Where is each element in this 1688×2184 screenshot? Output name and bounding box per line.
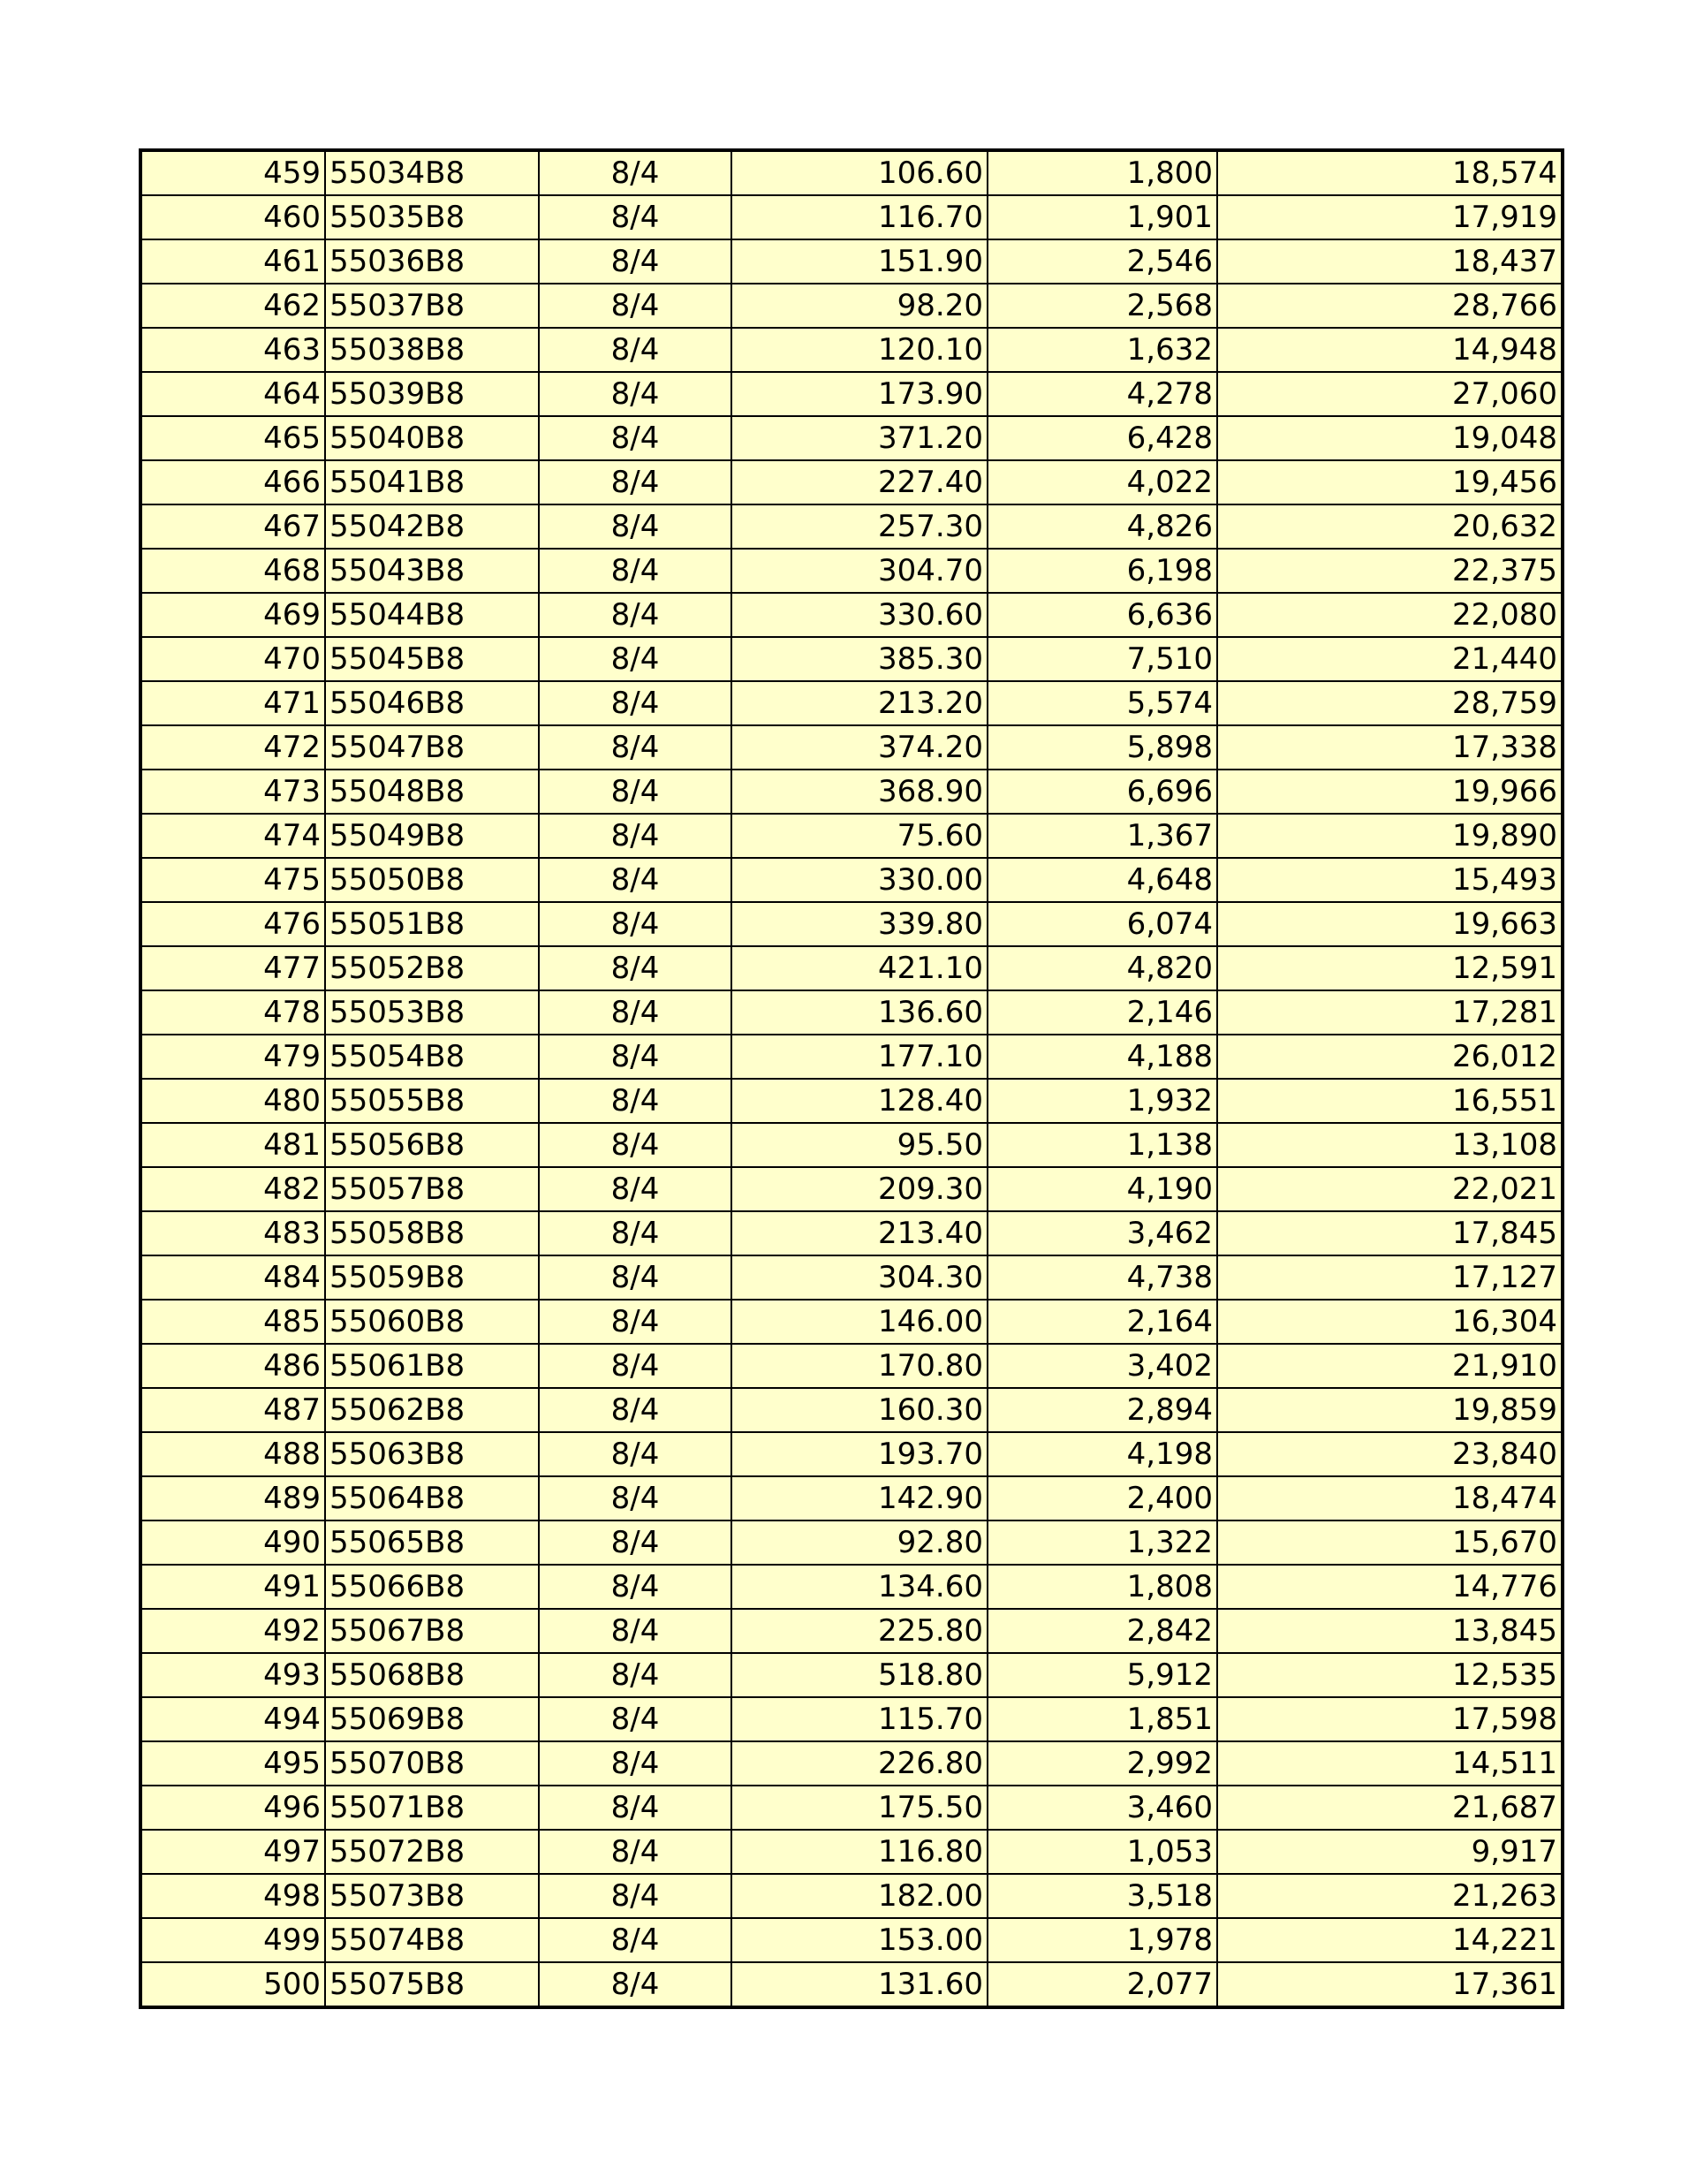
value-b-cell: 1,932 [988, 1079, 1217, 1123]
thickness-cell: 8/4 [539, 150, 731, 195]
row-number-cell: 487 [140, 1388, 325, 1432]
value-a-cell: 330.60 [731, 593, 988, 637]
table-row [140, 681, 1563, 725]
item-code-cell: 55035B8 [325, 195, 539, 239]
value-a-cell: 173.90 [731, 372, 988, 416]
value-a-cell: 225.80 [731, 1609, 988, 1653]
row-number-cell: 470 [140, 637, 325, 681]
value-c-cell: 28,759 [1217, 681, 1563, 725]
value-b-cell: 2,546 [988, 239, 1217, 284]
item-code-cell: 55073B8 [325, 1874, 539, 1918]
value-c-cell: 9,917 [1217, 1830, 1563, 1874]
thickness-cell: 8/4 [539, 1255, 731, 1300]
table-row [140, 1962, 1563, 2007]
thickness-cell: 8/4 [539, 1388, 731, 1432]
item-code-cell: 55046B8 [325, 681, 539, 725]
value-c-cell: 12,591 [1217, 946, 1563, 990]
table-row [140, 1388, 1563, 1432]
item-code-cell: 55061B8 [325, 1344, 539, 1388]
value-a-cell: 227.40 [731, 460, 988, 504]
row-number-cell: 486 [140, 1344, 325, 1388]
item-code-cell: 55057B8 [325, 1167, 539, 1211]
value-b-cell: 2,077 [988, 1962, 1217, 2007]
value-b-cell: 4,198 [988, 1432, 1217, 1476]
thickness-cell: 8/4 [539, 1874, 731, 1918]
value-c-cell: 14,221 [1217, 1918, 1563, 1962]
value-b-cell: 5,574 [988, 681, 1217, 725]
row-number-cell: 496 [140, 1786, 325, 1830]
value-c-cell: 22,021 [1217, 1167, 1563, 1211]
value-a-cell: 151.90 [731, 239, 988, 284]
thickness-cell: 8/4 [539, 549, 731, 593]
value-c-cell: 22,375 [1217, 549, 1563, 593]
value-b-cell: 4,826 [988, 504, 1217, 549]
thickness-cell: 8/4 [539, 770, 731, 814]
value-b-cell: 4,022 [988, 460, 1217, 504]
value-a-cell: 213.40 [731, 1211, 988, 1255]
value-a-cell: 160.30 [731, 1388, 988, 1432]
table-row [140, 637, 1563, 681]
row-number-cell: 484 [140, 1255, 325, 1300]
row-number-cell: 499 [140, 1918, 325, 1962]
value-a-cell: 142.90 [731, 1476, 988, 1520]
thickness-cell: 8/4 [539, 460, 731, 504]
table-row [140, 460, 1563, 504]
table-row [140, 946, 1563, 990]
item-code-cell: 55036B8 [325, 239, 539, 284]
value-c-cell: 13,845 [1217, 1609, 1563, 1653]
table-row [140, 1123, 1563, 1167]
table-row [140, 1476, 1563, 1520]
row-number-cell: 482 [140, 1167, 325, 1211]
value-c-cell: 19,859 [1217, 1388, 1563, 1432]
value-b-cell: 3,460 [988, 1786, 1217, 1830]
thickness-cell: 8/4 [539, 1697, 731, 1741]
item-code-cell: 55049B8 [325, 814, 539, 858]
item-code-cell: 55066B8 [325, 1565, 539, 1609]
row-number-cell: 463 [140, 328, 325, 372]
value-c-cell: 22,080 [1217, 593, 1563, 637]
item-code-cell: 55071B8 [325, 1786, 539, 1830]
row-number-cell: 485 [140, 1300, 325, 1344]
value-b-cell: 1,978 [988, 1918, 1217, 1962]
item-code-cell: 55048B8 [325, 770, 539, 814]
value-a-cell: 385.30 [731, 637, 988, 681]
table-row [140, 549, 1563, 593]
thickness-cell: 8/4 [539, 858, 731, 902]
item-code-cell: 55038B8 [325, 328, 539, 372]
item-code-cell: 55065B8 [325, 1520, 539, 1565]
table-row [140, 725, 1563, 770]
value-a-cell: 75.60 [731, 814, 988, 858]
value-c-cell: 17,361 [1217, 1962, 1563, 2007]
value-c-cell: 20,632 [1217, 504, 1563, 549]
value-b-cell: 5,912 [988, 1653, 1217, 1697]
thickness-cell: 8/4 [539, 1653, 731, 1697]
thickness-cell: 8/4 [539, 1520, 731, 1565]
value-c-cell: 21,440 [1217, 637, 1563, 681]
value-b-cell: 4,190 [988, 1167, 1217, 1211]
table-row [140, 1211, 1563, 1255]
thickness-cell: 8/4 [539, 1079, 731, 1123]
value-b-cell: 3,518 [988, 1874, 1217, 1918]
row-number-cell: 461 [140, 239, 325, 284]
row-number-cell: 493 [140, 1653, 325, 1697]
item-code-cell: 55059B8 [325, 1255, 539, 1300]
value-a-cell: 92.80 [731, 1520, 988, 1565]
value-c-cell: 27,060 [1217, 372, 1563, 416]
value-c-cell: 28,766 [1217, 284, 1563, 328]
item-code-cell: 55062B8 [325, 1388, 539, 1432]
value-b-cell: 1,632 [988, 328, 1217, 372]
table-row [140, 1520, 1563, 1565]
thickness-cell: 8/4 [539, 725, 731, 770]
value-c-cell: 19,890 [1217, 814, 1563, 858]
table-row [140, 416, 1563, 460]
value-a-cell: 304.70 [731, 549, 988, 593]
thickness-cell: 8/4 [539, 328, 731, 372]
row-number-cell: 462 [140, 284, 325, 328]
value-a-cell: 371.20 [731, 416, 988, 460]
value-c-cell: 19,966 [1217, 770, 1563, 814]
thickness-cell: 8/4 [539, 1786, 731, 1830]
value-b-cell: 2,842 [988, 1609, 1217, 1653]
item-code-cell: 55053B8 [325, 990, 539, 1035]
value-b-cell: 4,278 [988, 372, 1217, 416]
value-a-cell: 175.50 [731, 1786, 988, 1830]
thickness-cell: 8/4 [539, 814, 731, 858]
row-number-cell: 469 [140, 593, 325, 637]
item-code-cell: 55050B8 [325, 858, 539, 902]
value-c-cell: 14,511 [1217, 1741, 1563, 1786]
table-row [140, 990, 1563, 1035]
row-number-cell: 490 [140, 1520, 325, 1565]
value-b-cell: 4,188 [988, 1035, 1217, 1079]
item-code-cell: 55043B8 [325, 549, 539, 593]
value-c-cell: 13,108 [1217, 1123, 1563, 1167]
table-row [140, 1167, 1563, 1211]
value-b-cell: 4,738 [988, 1255, 1217, 1300]
table-row [140, 1255, 1563, 1300]
value-b-cell: 5,898 [988, 725, 1217, 770]
thickness-cell: 8/4 [539, 1211, 731, 1255]
value-c-cell: 18,574 [1217, 150, 1563, 195]
table-row [140, 1079, 1563, 1123]
value-c-cell: 19,456 [1217, 460, 1563, 504]
table-row [140, 328, 1563, 372]
value-c-cell: 16,304 [1217, 1300, 1563, 1344]
table-row [140, 1035, 1563, 1079]
value-c-cell: 23,840 [1217, 1432, 1563, 1476]
value-b-cell: 2,400 [988, 1476, 1217, 1520]
item-code-cell: 55069B8 [325, 1697, 539, 1741]
table-row [140, 1697, 1563, 1741]
item-code-cell: 55040B8 [325, 416, 539, 460]
item-code-cell: 55039B8 [325, 372, 539, 416]
table-row [140, 593, 1563, 637]
item-code-cell: 55052B8 [325, 946, 539, 990]
value-b-cell: 1,901 [988, 195, 1217, 239]
row-number-cell: 477 [140, 946, 325, 990]
item-code-cell: 55045B8 [325, 637, 539, 681]
table-row [140, 504, 1563, 549]
row-number-cell: 468 [140, 549, 325, 593]
value-b-cell: 1,851 [988, 1697, 1217, 1741]
item-code-cell: 55067B8 [325, 1609, 539, 1653]
thickness-cell: 8/4 [539, 593, 731, 637]
value-a-cell: 146.00 [731, 1300, 988, 1344]
row-number-cell: 494 [140, 1697, 325, 1741]
value-b-cell: 6,636 [988, 593, 1217, 637]
table-row [140, 1830, 1563, 1874]
row-number-cell: 467 [140, 504, 325, 549]
table-row [140, 1565, 1563, 1609]
value-a-cell: 374.20 [731, 725, 988, 770]
value-b-cell: 2,568 [988, 284, 1217, 328]
row-number-cell: 491 [140, 1565, 325, 1609]
table-row [140, 1609, 1563, 1653]
item-code-cell: 55075B8 [325, 1962, 539, 2007]
thickness-cell: 8/4 [539, 1918, 731, 1962]
table-row [140, 770, 1563, 814]
item-code-cell: 55041B8 [325, 460, 539, 504]
item-code-cell: 55034B8 [325, 150, 539, 195]
thickness-cell: 8/4 [539, 1741, 731, 1786]
value-a-cell: 368.90 [731, 770, 988, 814]
table-row [140, 902, 1563, 946]
thickness-cell: 8/4 [539, 990, 731, 1035]
value-b-cell: 1,808 [988, 1565, 1217, 1609]
row-number-cell: 488 [140, 1432, 325, 1476]
row-number-cell: 476 [140, 902, 325, 946]
value-a-cell: 193.70 [731, 1432, 988, 1476]
value-a-cell: 136.60 [731, 990, 988, 1035]
value-b-cell: 1,800 [988, 150, 1217, 195]
value-b-cell: 1,053 [988, 1830, 1217, 1874]
item-code-cell: 55063B8 [325, 1432, 539, 1476]
value-b-cell: 1,367 [988, 814, 1217, 858]
value-c-cell: 21,687 [1217, 1786, 1563, 1830]
data-table [139, 148, 1564, 2009]
value-b-cell: 6,198 [988, 549, 1217, 593]
table-row [140, 1874, 1563, 1918]
value-a-cell: 330.00 [731, 858, 988, 902]
value-c-cell: 17,845 [1217, 1211, 1563, 1255]
item-code-cell: 55072B8 [325, 1830, 539, 1874]
value-c-cell: 21,263 [1217, 1874, 1563, 1918]
value-c-cell: 12,535 [1217, 1653, 1563, 1697]
value-c-cell: 19,048 [1217, 416, 1563, 460]
table-row [140, 1918, 1563, 1962]
thickness-cell: 8/4 [539, 637, 731, 681]
value-c-cell: 14,776 [1217, 1565, 1563, 1609]
value-a-cell: 116.70 [731, 195, 988, 239]
value-a-cell: 257.30 [731, 504, 988, 549]
table-row [140, 1786, 1563, 1830]
thickness-cell: 8/4 [539, 1123, 731, 1167]
item-code-cell: 55054B8 [325, 1035, 539, 1079]
row-number-cell: 495 [140, 1741, 325, 1786]
value-c-cell: 18,437 [1217, 239, 1563, 284]
item-code-cell: 55058B8 [325, 1211, 539, 1255]
value-b-cell: 2,894 [988, 1388, 1217, 1432]
value-c-cell: 17,598 [1217, 1697, 1563, 1741]
row-number-cell: 481 [140, 1123, 325, 1167]
thickness-cell: 8/4 [539, 504, 731, 549]
value-b-cell: 2,146 [988, 990, 1217, 1035]
row-number-cell: 475 [140, 858, 325, 902]
item-code-cell: 55074B8 [325, 1918, 539, 1962]
row-number-cell: 497 [140, 1830, 325, 1874]
value-c-cell: 18,474 [1217, 1476, 1563, 1520]
row-number-cell: 498 [140, 1874, 325, 1918]
value-b-cell: 6,428 [988, 416, 1217, 460]
table-row [140, 284, 1563, 328]
value-a-cell: 120.10 [731, 328, 988, 372]
item-code-cell: 55047B8 [325, 725, 539, 770]
thickness-cell: 8/4 [539, 1565, 731, 1609]
thickness-cell: 8/4 [539, 1830, 731, 1874]
value-a-cell: 98.20 [731, 284, 988, 328]
item-code-cell: 55060B8 [325, 1300, 539, 1344]
row-number-cell: 478 [140, 990, 325, 1035]
thickness-cell: 8/4 [539, 1476, 731, 1520]
value-a-cell: 106.60 [731, 150, 988, 195]
value-a-cell: 518.80 [731, 1653, 988, 1697]
item-code-cell: 55070B8 [325, 1741, 539, 1786]
value-b-cell: 3,402 [988, 1344, 1217, 1388]
table-body [140, 150, 1563, 2007]
row-number-cell: 473 [140, 770, 325, 814]
value-a-cell: 304.30 [731, 1255, 988, 1300]
row-number-cell: 492 [140, 1609, 325, 1653]
item-code-cell: 55055B8 [325, 1079, 539, 1123]
thickness-cell: 8/4 [539, 416, 731, 460]
row-number-cell: 466 [140, 460, 325, 504]
item-code-cell: 55037B8 [325, 284, 539, 328]
value-b-cell: 4,648 [988, 858, 1217, 902]
table-row [140, 239, 1563, 284]
value-a-cell: 115.70 [731, 1697, 988, 1741]
value-a-cell: 182.00 [731, 1874, 988, 1918]
value-c-cell: 14,948 [1217, 328, 1563, 372]
value-a-cell: 209.30 [731, 1167, 988, 1211]
row-number-cell: 460 [140, 195, 325, 239]
value-c-cell: 17,127 [1217, 1255, 1563, 1300]
row-number-cell: 464 [140, 372, 325, 416]
value-c-cell: 19,663 [1217, 902, 1563, 946]
value-a-cell: 177.10 [731, 1035, 988, 1079]
item-code-cell: 55051B8 [325, 902, 539, 946]
value-c-cell: 15,493 [1217, 858, 1563, 902]
table-row [140, 1653, 1563, 1697]
value-c-cell: 21,910 [1217, 1344, 1563, 1388]
row-number-cell: 474 [140, 814, 325, 858]
thickness-cell: 8/4 [539, 1035, 731, 1079]
row-number-cell: 465 [140, 416, 325, 460]
value-a-cell: 134.60 [731, 1565, 988, 1609]
value-a-cell: 421.10 [731, 946, 988, 990]
row-number-cell: 483 [140, 1211, 325, 1255]
thickness-cell: 8/4 [539, 946, 731, 990]
thickness-cell: 8/4 [539, 1167, 731, 1211]
row-number-cell: 480 [140, 1079, 325, 1123]
value-c-cell: 17,919 [1217, 195, 1563, 239]
row-number-cell: 489 [140, 1476, 325, 1520]
thickness-cell: 8/4 [539, 284, 731, 328]
item-code-cell: 55042B8 [325, 504, 539, 549]
value-a-cell: 128.40 [731, 1079, 988, 1123]
row-number-cell: 472 [140, 725, 325, 770]
value-c-cell: 17,338 [1217, 725, 1563, 770]
thickness-cell: 8/4 [539, 239, 731, 284]
thickness-cell: 8/4 [539, 681, 731, 725]
value-c-cell: 16,551 [1217, 1079, 1563, 1123]
thickness-cell: 8/4 [539, 1300, 731, 1344]
row-number-cell: 459 [140, 150, 325, 195]
item-code-cell: 55068B8 [325, 1653, 539, 1697]
item-code-cell: 55056B8 [325, 1123, 539, 1167]
value-b-cell: 7,510 [988, 637, 1217, 681]
table-row [140, 1344, 1563, 1388]
value-a-cell: 131.60 [731, 1962, 988, 2007]
value-c-cell: 26,012 [1217, 1035, 1563, 1079]
table-row [140, 858, 1563, 902]
value-b-cell: 3,462 [988, 1211, 1217, 1255]
table-row [140, 150, 1563, 195]
item-code-cell: 55044B8 [325, 593, 539, 637]
item-code-cell: 55064B8 [325, 1476, 539, 1520]
row-number-cell: 479 [140, 1035, 325, 1079]
thickness-cell: 8/4 [539, 1344, 731, 1388]
value-a-cell: 95.50 [731, 1123, 988, 1167]
table-row [140, 814, 1563, 858]
table-row [140, 372, 1563, 416]
table-row [140, 1432, 1563, 1476]
thickness-cell: 8/4 [539, 902, 731, 946]
value-a-cell: 213.20 [731, 681, 988, 725]
thickness-cell: 8/4 [539, 1962, 731, 2007]
value-b-cell: 1,322 [988, 1520, 1217, 1565]
value-b-cell: 1,138 [988, 1123, 1217, 1167]
value-a-cell: 116.80 [731, 1830, 988, 1874]
value-a-cell: 170.80 [731, 1344, 988, 1388]
table-row [140, 1741, 1563, 1786]
value-c-cell: 17,281 [1217, 990, 1563, 1035]
thickness-cell: 8/4 [539, 1432, 731, 1476]
value-b-cell: 2,164 [988, 1300, 1217, 1344]
value-b-cell: 6,696 [988, 770, 1217, 814]
thickness-cell: 8/4 [539, 372, 731, 416]
table-row [140, 1300, 1563, 1344]
value-a-cell: 153.00 [731, 1918, 988, 1962]
value-a-cell: 339.80 [731, 902, 988, 946]
value-b-cell: 4,820 [988, 946, 1217, 990]
row-number-cell: 500 [140, 1962, 325, 2007]
value-a-cell: 226.80 [731, 1741, 988, 1786]
value-c-cell: 15,670 [1217, 1520, 1563, 1565]
value-b-cell: 2,992 [988, 1741, 1217, 1786]
value-b-cell: 6,074 [988, 902, 1217, 946]
table-row [140, 195, 1563, 239]
thickness-cell: 8/4 [539, 195, 731, 239]
row-number-cell: 471 [140, 681, 325, 725]
thickness-cell: 8/4 [539, 1609, 731, 1653]
